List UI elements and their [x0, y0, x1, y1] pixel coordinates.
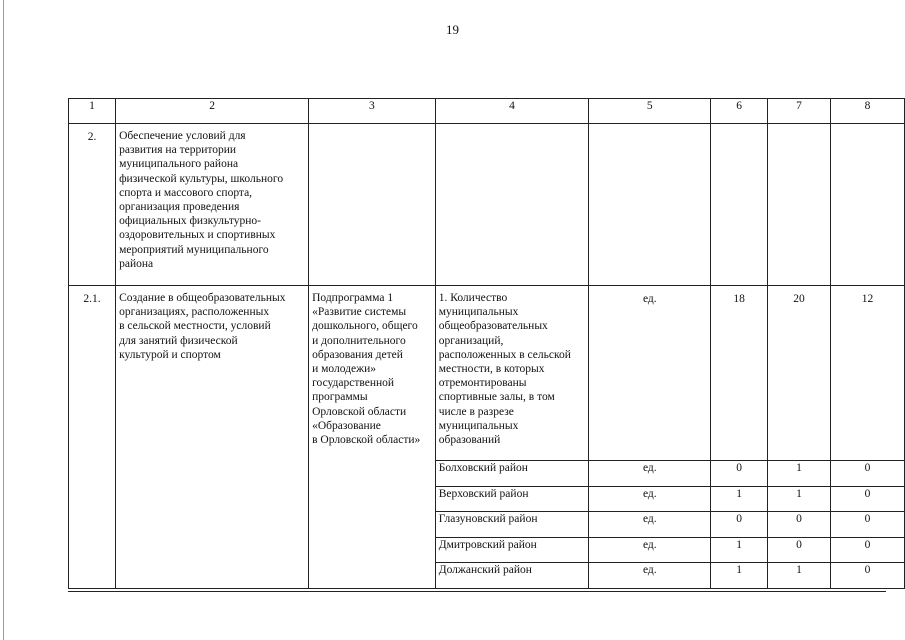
document-table [68, 98, 905, 589]
value-col-6: 1 [711, 537, 768, 563]
district-name: Верховский район [435, 486, 589, 512]
value-col-6: 0 [711, 512, 768, 538]
district-name: Болховский район [435, 461, 589, 487]
unit-cell: ед. [589, 486, 711, 512]
value-col-7: 0 [767, 512, 830, 538]
header-col-2: 2 [116, 99, 309, 124]
empty-cell [589, 124, 711, 286]
row-number: 2.1. [69, 286, 116, 589]
table-row-2-1 [69, 286, 905, 461]
empty-cell [767, 124, 830, 286]
unit-cell: ед. [589, 537, 711, 563]
header-col-7: 7 [767, 99, 830, 124]
value-col-8: 0 [831, 486, 905, 512]
district-name: Дмитровский район [435, 537, 589, 563]
header-col-6: 6 [711, 99, 768, 124]
value-col-8: 0 [831, 537, 905, 563]
row-title: Обеспечение условий для развития на территории муниципального района физической культуры, школьного спорта и массового спорта, организация проведения официальных физкультурно- оздоровительных и спортивных мероприятий муниципального района [116, 124, 309, 286]
empty-cell [831, 124, 905, 286]
value-col-6: 1 [711, 563, 768, 589]
value-col-8: 0 [831, 461, 905, 487]
header-col-8: 8 [831, 99, 905, 124]
value-col-7: 1 [767, 461, 830, 487]
empty-cell [309, 124, 436, 286]
unit-cell: ед. [589, 512, 711, 538]
table-header-row [69, 99, 905, 124]
value-col-8: 0 [831, 512, 905, 538]
value-col-8: 12 [831, 286, 905, 461]
header-col-3: 3 [309, 99, 436, 124]
value-col-7: 0 [767, 537, 830, 563]
header-col-4: 4 [435, 99, 589, 124]
empty-cell [435, 124, 589, 286]
page-number: 19 [446, 22, 459, 37]
header-col-1: 1 [69, 99, 116, 124]
unit-cell: ед. [589, 286, 711, 461]
value-col-7: 1 [767, 563, 830, 589]
header-col-5: 5 [589, 99, 711, 124]
value-col-7: 20 [767, 286, 830, 461]
district-name: Глазуновский район [435, 512, 589, 538]
page-edge-line [3, 0, 4, 640]
value-col-6: 18 [711, 286, 768, 461]
unit-cell: ед. [589, 563, 711, 589]
value-col-6: 0 [711, 461, 768, 487]
program-cell: Подпрограмма 1 «Развитие системы дошкольного, общего и дополнительного образования детей и молодежи» государственной программы Орловской области «Образование в Орловской области» [309, 286, 436, 589]
unit-cell: ед. [589, 461, 711, 487]
table-row-2 [69, 124, 905, 286]
value-col-7: 1 [767, 486, 830, 512]
value-col-6: 1 [711, 486, 768, 512]
table-bottom-rule [68, 591, 886, 592]
value-col-8: 0 [831, 563, 905, 589]
row-title: Создание в общеобразовательных организациях, расположенных в сельской местности, условий для занятий физической культурой и спортом [116, 286, 309, 589]
empty-cell [711, 124, 768, 286]
indicator-cell: 1. Количество муниципальных общеобразовательных организаций, расположенных в сельской местности, в которых отремонтированы спортивные залы, в том числе в разрезе муниципальных образований [435, 286, 589, 461]
district-name: Должанский район [435, 563, 589, 589]
row-number: 2. [69, 124, 116, 286]
